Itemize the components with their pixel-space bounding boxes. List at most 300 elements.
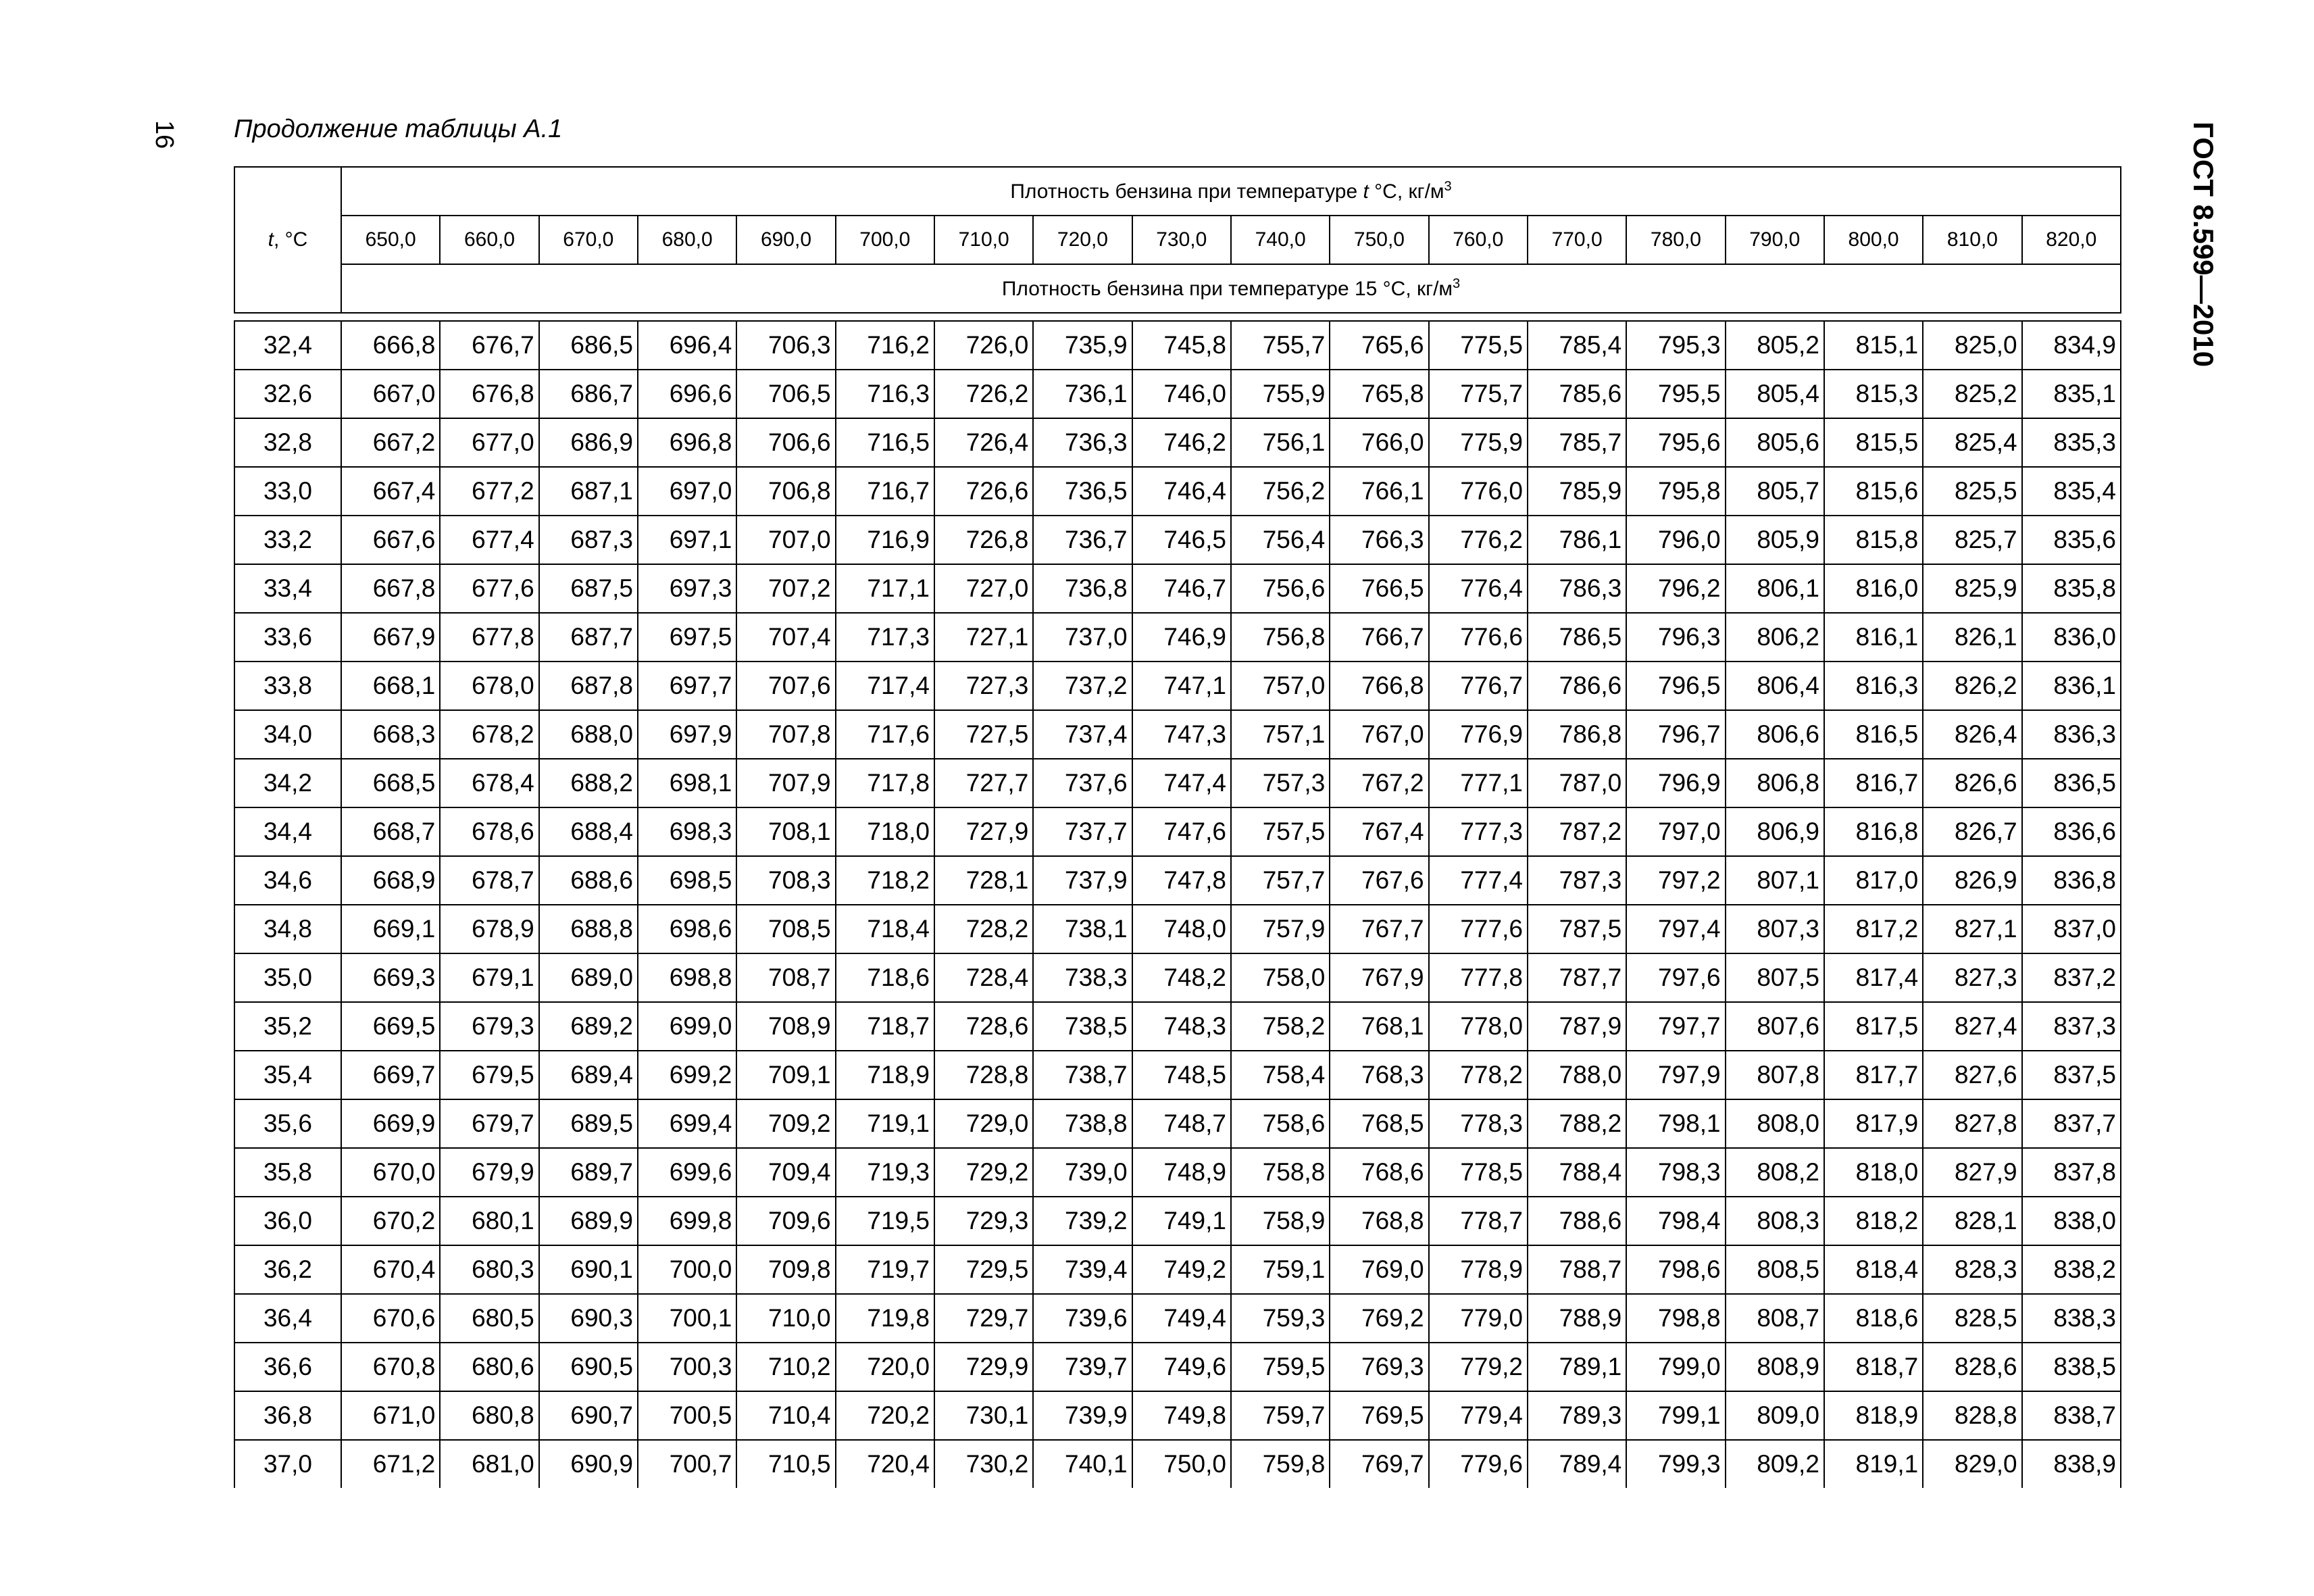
density-cell: 835,3 — [2022, 418, 2121, 467]
density-cell: 670,4 — [341, 1245, 440, 1294]
density-cell: 687,7 — [539, 613, 638, 662]
density-cell: 789,3 — [1528, 1391, 1626, 1440]
density-cell: 696,8 — [638, 418, 736, 467]
density-cell: 698,5 — [638, 856, 736, 905]
density-cell: 736,3 — [1033, 418, 1132, 467]
density-cell: 707,4 — [736, 613, 835, 662]
density-cell: 677,6 — [440, 564, 538, 613]
density-cell: 817,7 — [1824, 1051, 1923, 1099]
table-row — [234, 516, 2121, 564]
header-gap — [234, 313, 2121, 321]
density-cell: 719,5 — [836, 1197, 934, 1245]
density-cell: 826,1 — [1923, 613, 2021, 662]
table-row — [234, 1391, 2121, 1440]
density-cell: 757,1 — [1231, 710, 1330, 759]
density-cell: 739,2 — [1033, 1197, 1132, 1245]
density-cell: 768,1 — [1330, 1002, 1428, 1051]
density-cell: 709,8 — [736, 1245, 835, 1294]
temperature-cell: 33,8 — [234, 662, 341, 710]
density-cell: 697,3 — [638, 564, 736, 613]
density-cell: 729,7 — [934, 1294, 1033, 1343]
density-cell: 838,0 — [2022, 1197, 2121, 1245]
density-cell: 776,4 — [1429, 564, 1528, 613]
density-cell: 796,3 — [1626, 613, 1725, 662]
density-cell: 757,5 — [1231, 807, 1330, 856]
density-cell: 710,0 — [736, 1294, 835, 1343]
density-cell: 765,8 — [1330, 370, 1428, 418]
density-cell: 808,2 — [1726, 1148, 1824, 1197]
density-cell: 786,5 — [1528, 613, 1626, 662]
density-cell: 718,2 — [836, 856, 934, 905]
density-cell: 746,7 — [1132, 564, 1231, 613]
density-cell: 818,6 — [1824, 1294, 1923, 1343]
density-cell: 797,2 — [1626, 856, 1725, 905]
density-cell: 738,7 — [1033, 1051, 1132, 1099]
density-cell: 765,6 — [1330, 321, 1428, 370]
table-row — [234, 467, 2121, 516]
density-cell: 817,2 — [1824, 905, 1923, 953]
density-cell: 816,5 — [1824, 710, 1923, 759]
density-cell: 729,2 — [934, 1148, 1033, 1197]
density-cell: 728,8 — [934, 1051, 1033, 1099]
density-cell: 677,2 — [440, 467, 538, 516]
density-cell: 696,4 — [638, 321, 736, 370]
table-row — [234, 1440, 2121, 1488]
density-cell: 726,6 — [934, 467, 1033, 516]
density-cell: 767,2 — [1330, 759, 1428, 807]
density-cell: 838,7 — [2022, 1391, 2121, 1440]
density-cell: 815,3 — [1824, 370, 1923, 418]
temperature-cell: 36,2 — [234, 1245, 341, 1294]
density-cell: 836,5 — [2022, 759, 2121, 807]
density-cell: 818,2 — [1824, 1197, 1923, 1245]
density-cell: 775,5 — [1429, 321, 1528, 370]
density-cell: 747,4 — [1132, 759, 1231, 807]
density-cell: 719,3 — [836, 1148, 934, 1197]
density-cell: 728,2 — [934, 905, 1033, 953]
temperature-cell: 35,2 — [234, 1002, 341, 1051]
density-cell: 769,7 — [1330, 1440, 1428, 1488]
density-cell: 837,5 — [2022, 1051, 2121, 1099]
density-cell: 667,8 — [341, 564, 440, 613]
density-cell: 667,0 — [341, 370, 440, 418]
density-cell: 786,8 — [1528, 710, 1626, 759]
density-cell: 799,1 — [1626, 1391, 1725, 1440]
density-cell: 816,7 — [1824, 759, 1923, 807]
density-cell: 747,3 — [1132, 710, 1231, 759]
density-cell: 766,3 — [1330, 516, 1428, 564]
table-row — [234, 1294, 2121, 1343]
density-cell: 736,7 — [1033, 516, 1132, 564]
density-cell: 809,0 — [1726, 1391, 1824, 1440]
density-cell: 817,9 — [1824, 1099, 1923, 1148]
density-cell: 737,7 — [1033, 807, 1132, 856]
density-column-header: 800,0 — [1824, 216, 1923, 264]
density-cell: 769,2 — [1330, 1294, 1428, 1343]
density-cell: 826,4 — [1923, 710, 2021, 759]
density-cell: 747,6 — [1132, 807, 1231, 856]
density-cell: 788,9 — [1528, 1294, 1626, 1343]
density-cell: 668,1 — [341, 662, 440, 710]
density-cell: 767,0 — [1330, 710, 1428, 759]
density-cell: 769,3 — [1330, 1343, 1428, 1391]
density-cell: 717,3 — [836, 613, 934, 662]
density-cell: 698,3 — [638, 807, 736, 856]
density-cell: 796,9 — [1626, 759, 1725, 807]
density-cell: 799,0 — [1626, 1343, 1725, 1391]
density-cell: 807,1 — [1726, 856, 1824, 905]
density-cell: 710,4 — [736, 1391, 835, 1440]
density-cell: 828,5 — [1923, 1294, 2021, 1343]
temperature-cell: 34,2 — [234, 759, 341, 807]
density-cell: 706,8 — [736, 467, 835, 516]
density-cell: 708,1 — [736, 807, 835, 856]
density-cell: 806,2 — [1726, 613, 1824, 662]
density-cell: 718,9 — [836, 1051, 934, 1099]
density-cell: 797,7 — [1626, 1002, 1725, 1051]
density-cell: 750,0 — [1132, 1440, 1231, 1488]
density-cell: 697,0 — [638, 467, 736, 516]
density-cell: 678,7 — [440, 856, 538, 905]
density-cell: 690,5 — [539, 1343, 638, 1391]
density-cell: 699,4 — [638, 1099, 736, 1148]
density-cell: 827,8 — [1923, 1099, 2021, 1148]
temperature-cell: 32,8 — [234, 418, 341, 467]
density-cell: 717,1 — [836, 564, 934, 613]
density-cell: 826,6 — [1923, 759, 2021, 807]
density-cell: 710,5 — [736, 1440, 835, 1488]
density-cell: 748,7 — [1132, 1099, 1231, 1148]
density-cell: 825,0 — [1923, 321, 2021, 370]
density-cell: 707,8 — [736, 710, 835, 759]
density-cell: 746,5 — [1132, 516, 1231, 564]
density-cell: 730,2 — [934, 1440, 1033, 1488]
density-cell: 786,6 — [1528, 662, 1626, 710]
density-cell: 768,3 — [1330, 1051, 1428, 1099]
density-cell: 827,3 — [1923, 953, 2021, 1002]
density-cell: 686,9 — [539, 418, 638, 467]
density-cell: 707,6 — [736, 662, 835, 710]
density-cell: 837,3 — [2022, 1002, 2121, 1051]
density-cell: 805,4 — [1726, 370, 1824, 418]
density-cell: 708,7 — [736, 953, 835, 1002]
density-cell: 718,4 — [836, 905, 934, 953]
density-cell: 727,1 — [934, 613, 1033, 662]
table-row — [234, 1099, 2121, 1148]
density-cell: 677,8 — [440, 613, 538, 662]
density-cell: 757,7 — [1231, 856, 1330, 905]
density-cell: 700,1 — [638, 1294, 736, 1343]
density-cell: 787,3 — [1528, 856, 1626, 905]
density-cell: 756,4 — [1231, 516, 1330, 564]
density-cell: 786,3 — [1528, 564, 1626, 613]
density-cell: 817,5 — [1824, 1002, 1923, 1051]
density-cell: 777,1 — [1429, 759, 1528, 807]
density-cell: 671,2 — [341, 1440, 440, 1488]
density-cell: 777,6 — [1429, 905, 1528, 953]
temperature-cell: 36,8 — [234, 1391, 341, 1440]
density-cell: 720,0 — [836, 1343, 934, 1391]
density-cell: 798,1 — [1626, 1099, 1725, 1148]
density-cell: 737,6 — [1033, 759, 1132, 807]
density-cell: 699,8 — [638, 1197, 736, 1245]
density-cell: 736,1 — [1033, 370, 1132, 418]
temperature-cell: 36,0 — [234, 1197, 341, 1245]
density-cell: 779,0 — [1429, 1294, 1528, 1343]
density-cell: 748,3 — [1132, 1002, 1231, 1051]
density-cell: 739,9 — [1033, 1391, 1132, 1440]
density-cell: 678,2 — [440, 710, 538, 759]
density-cell: 686,5 — [539, 321, 638, 370]
density-cell: 669,3 — [341, 953, 440, 1002]
density-cell: 680,8 — [440, 1391, 538, 1440]
density-cell: 688,4 — [539, 807, 638, 856]
density-cell: 829,0 — [1923, 1440, 2021, 1488]
temperature-column-header: t, °C — [234, 167, 341, 313]
density-cell: 729,3 — [934, 1197, 1033, 1245]
density-cell: 746,0 — [1132, 370, 1231, 418]
density-cell: 716,9 — [836, 516, 934, 564]
density-cell: 825,4 — [1923, 418, 2021, 467]
density-cell: 726,8 — [934, 516, 1033, 564]
density-cell: 748,5 — [1132, 1051, 1231, 1099]
density-cell: 778,3 — [1429, 1099, 1528, 1148]
density-cell: 689,0 — [539, 953, 638, 1002]
density-cell: 825,5 — [1923, 467, 2021, 516]
density-cell: 728,6 — [934, 1002, 1033, 1051]
density-cell: 729,5 — [934, 1245, 1033, 1294]
density-cell: 668,9 — [341, 856, 440, 905]
density-cell: 718,0 — [836, 807, 934, 856]
density-column-header: 790,0 — [1726, 216, 1824, 264]
density-cell: 697,9 — [638, 710, 736, 759]
density-cell: 676,8 — [440, 370, 538, 418]
density-cell: 816,0 — [1824, 564, 1923, 613]
density-cell: 736,8 — [1033, 564, 1132, 613]
density-cell: 707,9 — [736, 759, 835, 807]
density-cell: 828,8 — [1923, 1391, 2021, 1440]
density-cell: 806,1 — [1726, 564, 1824, 613]
density-cell: 766,8 — [1330, 662, 1428, 710]
density-cell: 796,7 — [1626, 710, 1725, 759]
density-cell: 805,6 — [1726, 418, 1824, 467]
density-cell: 735,9 — [1033, 321, 1132, 370]
density-cell: 717,6 — [836, 710, 934, 759]
density-column-header: 740,0 — [1231, 216, 1330, 264]
density-cell: 767,9 — [1330, 953, 1428, 1002]
density-cell: 676,7 — [440, 321, 538, 370]
density-cell: 807,8 — [1726, 1051, 1824, 1099]
density-table — [234, 166, 2121, 1488]
density-cell: 788,0 — [1528, 1051, 1626, 1099]
density-cell: 828,3 — [1923, 1245, 2021, 1294]
density-cell: 737,0 — [1033, 613, 1132, 662]
density-cell: 798,6 — [1626, 1245, 1725, 1294]
density-cell: 726,4 — [934, 418, 1033, 467]
density-cell: 768,8 — [1330, 1197, 1428, 1245]
density-column-header: 660,0 — [440, 216, 538, 264]
density-cell: 777,4 — [1429, 856, 1528, 905]
density-at-15-header: Плотность бензина при температуре 15 °С, $кг/м^3$ — [341, 264, 2121, 313]
density-column-header: 670,0 — [539, 216, 638, 264]
density-cell: 768,5 — [1330, 1099, 1428, 1148]
density-cell: 716,2 — [836, 321, 934, 370]
density-cell: 700,5 — [638, 1391, 736, 1440]
density-cell: 717,8 — [836, 759, 934, 807]
table-row — [234, 1148, 2121, 1197]
density-cell: 669,7 — [341, 1051, 440, 1099]
density-cell: 837,2 — [2022, 953, 2121, 1002]
density-cell: 738,1 — [1033, 905, 1132, 953]
density-cell: 747,8 — [1132, 856, 1231, 905]
density-cell: 688,2 — [539, 759, 638, 807]
density-cell: 718,7 — [836, 1002, 934, 1051]
density-column-header: 820,0 — [2022, 216, 2121, 264]
density-cell: 818,9 — [1824, 1391, 1923, 1440]
density-cell: 669,5 — [341, 1002, 440, 1051]
density-cell: 680,3 — [440, 1245, 538, 1294]
density-cell: 806,8 — [1726, 759, 1824, 807]
density-cell: 669,9 — [341, 1099, 440, 1148]
density-cell: 835,4 — [2022, 467, 2121, 516]
density-cell: 836,8 — [2022, 856, 2121, 905]
density-cell: 667,2 — [341, 418, 440, 467]
density-cell: 709,4 — [736, 1148, 835, 1197]
density-column-headers — [234, 216, 2121, 264]
density-cell: 756,2 — [1231, 467, 1330, 516]
density-cell: 670,0 — [341, 1148, 440, 1197]
density-cell: 689,7 — [539, 1148, 638, 1197]
density-cell: 766,0 — [1330, 418, 1428, 467]
density-cell: 696,6 — [638, 370, 736, 418]
density-cell: 766,1 — [1330, 467, 1428, 516]
temperature-cell: 33,2 — [234, 516, 341, 564]
density-cell: 687,1 — [539, 467, 638, 516]
density-cell: 687,8 — [539, 662, 638, 710]
density-cell: 746,2 — [1132, 418, 1231, 467]
density-cell: 808,3 — [1726, 1197, 1824, 1245]
density-cell: 686,7 — [539, 370, 638, 418]
density-cell: 805,9 — [1726, 516, 1824, 564]
density-cell: 749,1 — [1132, 1197, 1231, 1245]
density-cell: 756,8 — [1231, 613, 1330, 662]
density-cell: 706,5 — [736, 370, 835, 418]
density-cell: 739,7 — [1033, 1343, 1132, 1391]
density-cell: 727,9 — [934, 807, 1033, 856]
density-cell: 778,7 — [1429, 1197, 1528, 1245]
density-column-header: 720,0 — [1033, 216, 1132, 264]
temperature-cell: 32,6 — [234, 370, 341, 418]
density-cell: 798,8 — [1626, 1294, 1725, 1343]
density-cell: 836,6 — [2022, 807, 2121, 856]
density-cell: 700,7 — [638, 1440, 736, 1488]
density-cell: 690,1 — [539, 1245, 638, 1294]
density-cell: 717,4 — [836, 662, 934, 710]
density-cell: 809,2 — [1726, 1440, 1824, 1488]
density-cell: 758,4 — [1231, 1051, 1330, 1099]
density-cell: 699,2 — [638, 1051, 736, 1099]
density-cell: 690,3 — [539, 1294, 638, 1343]
density-cell: 737,2 — [1033, 662, 1132, 710]
density-cell: 667,4 — [341, 467, 440, 516]
density-cell: 719,1 — [836, 1099, 934, 1148]
density-cell: 738,3 — [1033, 953, 1132, 1002]
table-row — [234, 905, 2121, 953]
density-cell: 700,3 — [638, 1343, 736, 1391]
density-cell: 759,1 — [1231, 1245, 1330, 1294]
density-cell: 815,1 — [1824, 321, 1923, 370]
density-cell: 699,6 — [638, 1148, 736, 1197]
density-cell: 796,0 — [1626, 516, 1725, 564]
density-cell: 817,0 — [1824, 856, 1923, 905]
density-cell: 819,1 — [1824, 1440, 1923, 1488]
density-cell: 755,9 — [1231, 370, 1330, 418]
density-cell: 766,5 — [1330, 564, 1428, 613]
density-column-header: 700,0 — [836, 216, 934, 264]
density-column-header: 780,0 — [1626, 216, 1725, 264]
density-cell: 748,9 — [1132, 1148, 1231, 1197]
density-cell: 779,4 — [1429, 1391, 1528, 1440]
density-cell: 758,6 — [1231, 1099, 1330, 1148]
density-cell: 689,2 — [539, 1002, 638, 1051]
density-cell: 777,3 — [1429, 807, 1528, 856]
density-cell: 679,1 — [440, 953, 538, 1002]
density-cell: 700,0 — [638, 1245, 736, 1294]
density-cell: 716,3 — [836, 370, 934, 418]
density-cell: 729,9 — [934, 1343, 1033, 1391]
density-cell: 670,6 — [341, 1294, 440, 1343]
temperature-cell: 37,0 — [234, 1440, 341, 1488]
density-cell: 767,4 — [1330, 807, 1428, 856]
table-row — [234, 564, 2121, 613]
density-cell: 775,7 — [1429, 370, 1528, 418]
density-cell: 828,1 — [1923, 1197, 2021, 1245]
standard-designation: ГОСТ 8.599—2010 — [2188, 122, 2219, 368]
density-cell: 779,6 — [1429, 1440, 1528, 1488]
density-cell: 825,7 — [1923, 516, 2021, 564]
density-cell: 836,1 — [2022, 662, 2121, 710]
density-cell: 739,4 — [1033, 1245, 1132, 1294]
density-cell: 708,9 — [736, 1002, 835, 1051]
temperature-cell: 35,8 — [234, 1148, 341, 1197]
density-cell: 838,3 — [2022, 1294, 2121, 1343]
density-cell: 745,8 — [1132, 321, 1231, 370]
density-cell: 785,4 — [1528, 321, 1626, 370]
density-cell: 838,5 — [2022, 1343, 2121, 1391]
density-cell: 815,5 — [1824, 418, 1923, 467]
table-row — [234, 1343, 2121, 1391]
density-column-header: 760,0 — [1429, 216, 1528, 264]
density-cell: 728,1 — [934, 856, 1033, 905]
density-cell: 726,2 — [934, 370, 1033, 418]
density-cell: 716,5 — [836, 418, 934, 467]
density-cell: 730,1 — [934, 1391, 1033, 1440]
density-cell: 785,7 — [1528, 418, 1626, 467]
density-cell: 797,6 — [1626, 953, 1725, 1002]
temperature-cell: 35,4 — [234, 1051, 341, 1099]
density-cell: 835,6 — [2022, 516, 2121, 564]
density-cell: 747,1 — [1132, 662, 1231, 710]
density-cell: 677,4 — [440, 516, 538, 564]
density-cell: 728,4 — [934, 953, 1033, 1002]
density-cell: 679,3 — [440, 1002, 538, 1051]
density-cell: 797,4 — [1626, 905, 1725, 953]
density-cell: 835,8 — [2022, 564, 2121, 613]
density-cell: 667,9 — [341, 613, 440, 662]
density-cell: 687,3 — [539, 516, 638, 564]
density-cell: 826,7 — [1923, 807, 2021, 856]
temperature-cell: 34,8 — [234, 905, 341, 953]
